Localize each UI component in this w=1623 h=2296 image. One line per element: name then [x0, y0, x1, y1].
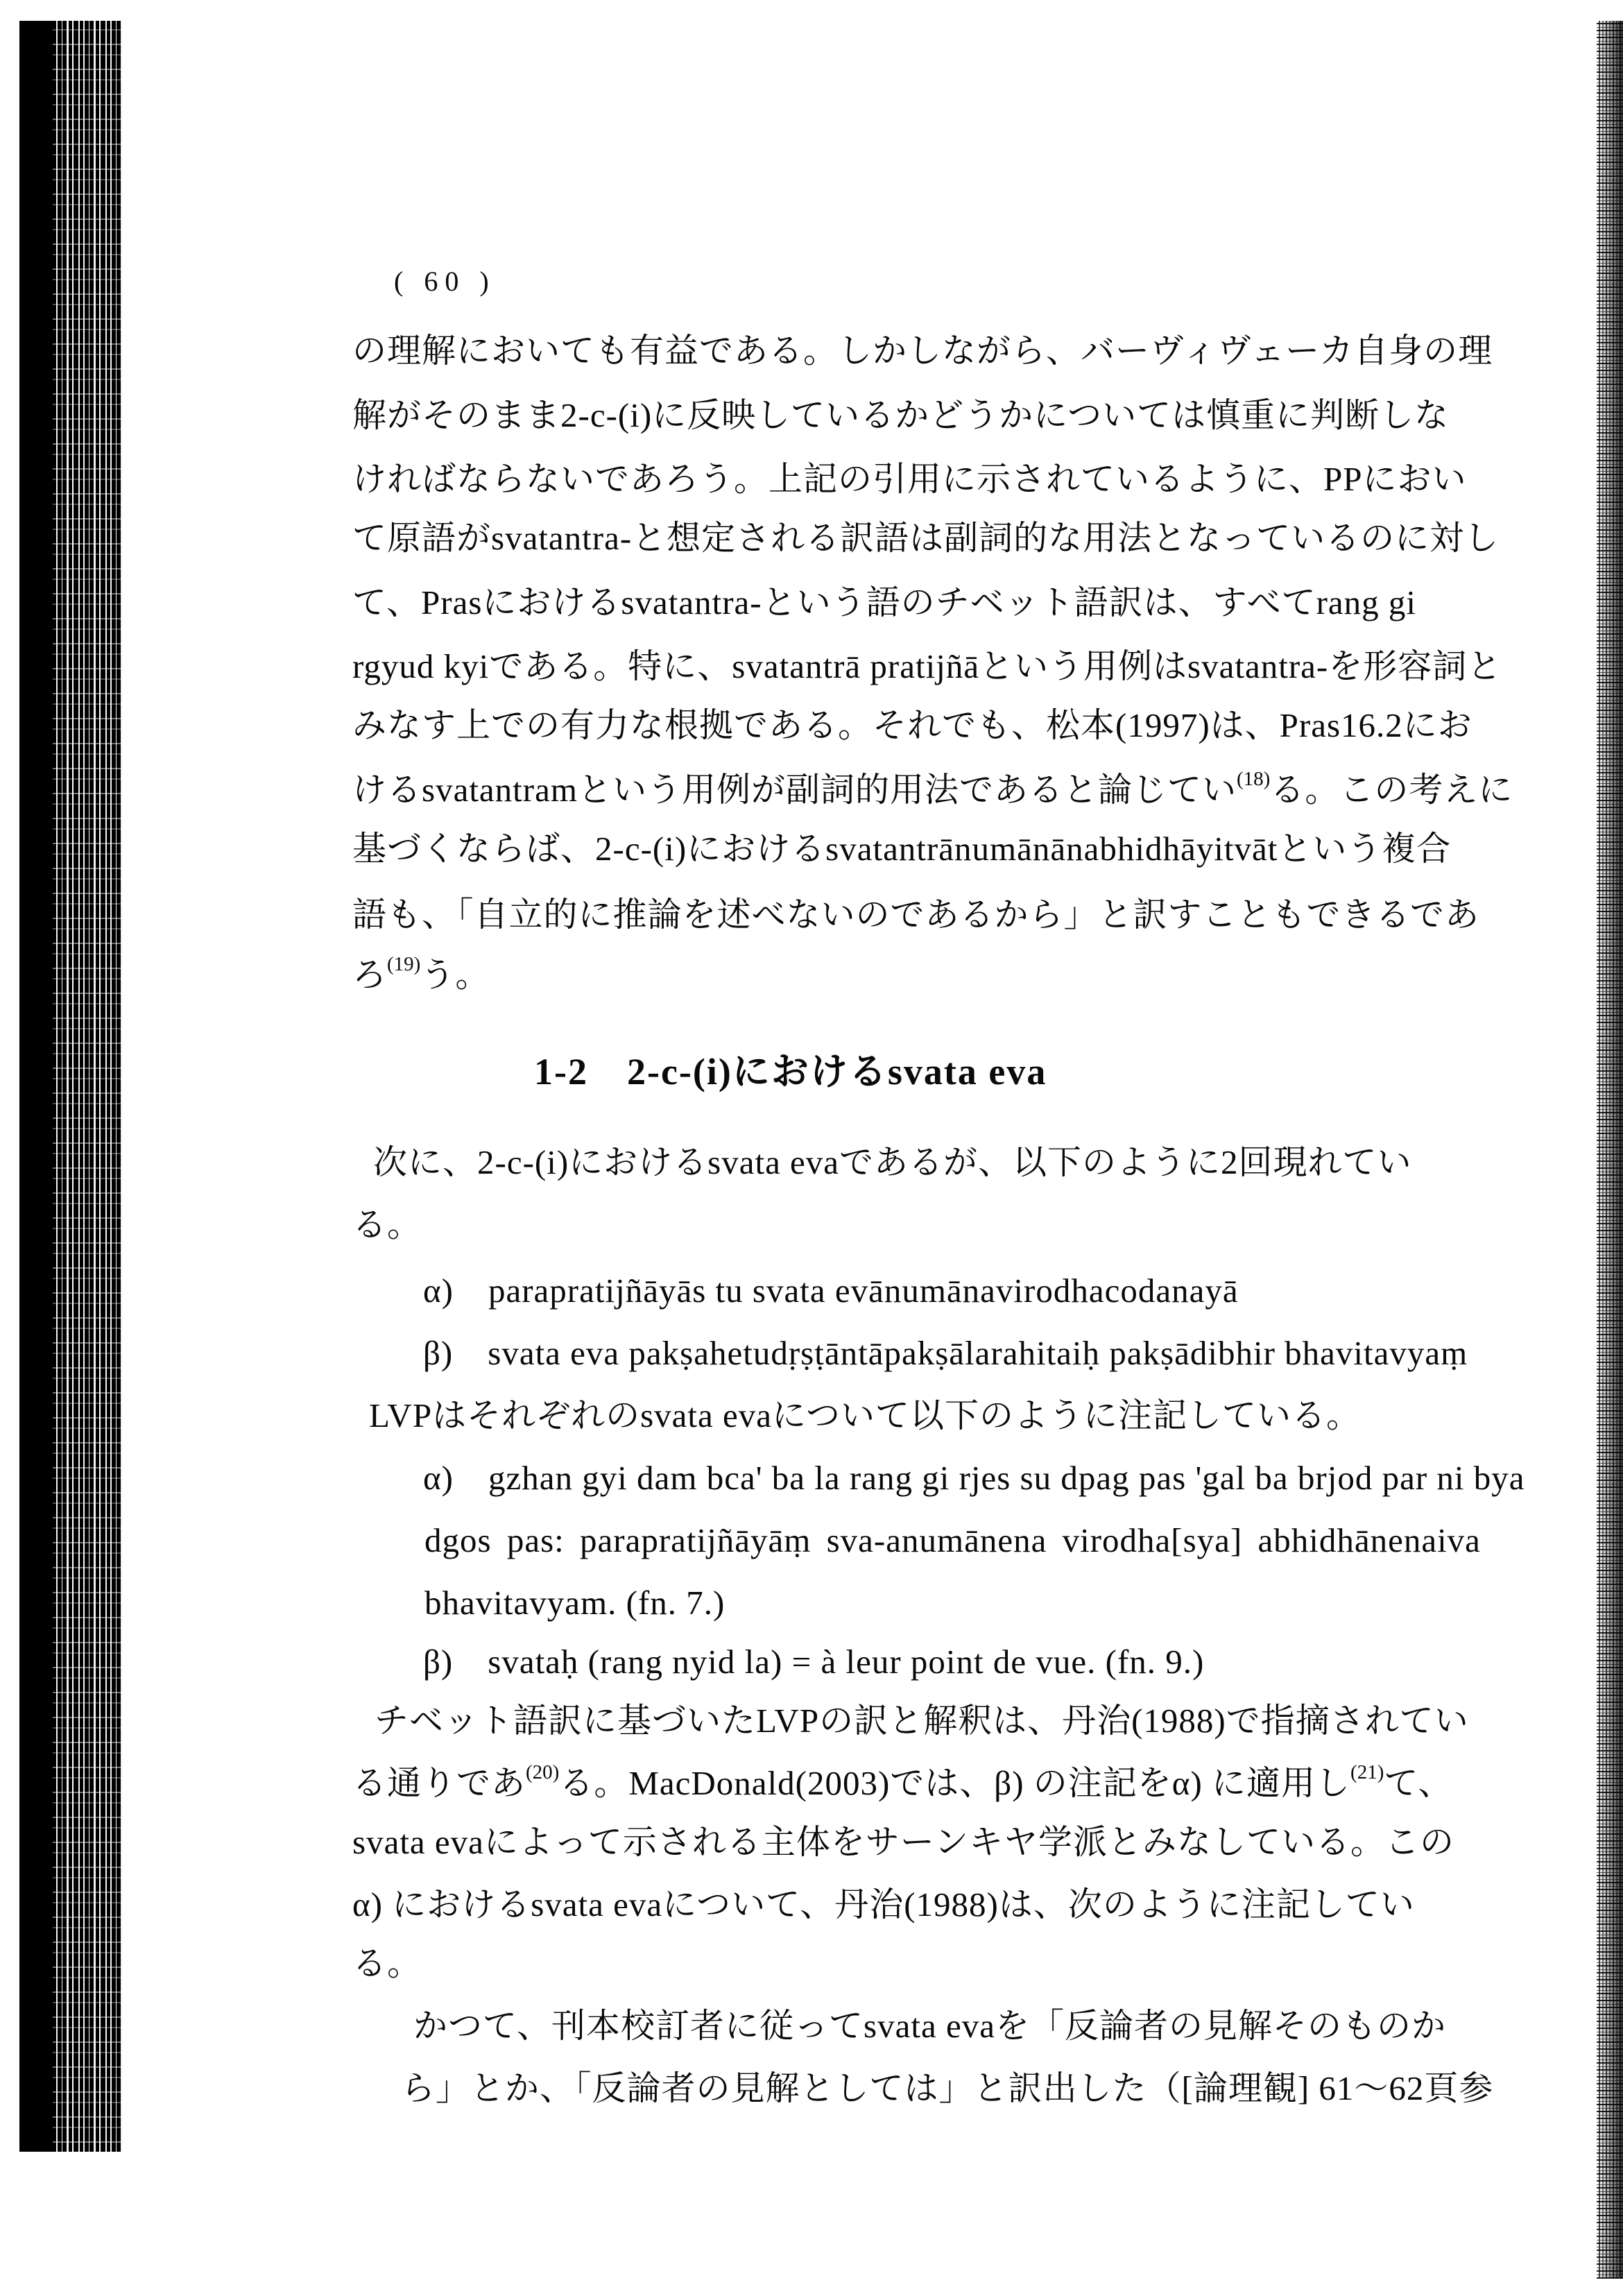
- body-line: る。: [352, 1206, 422, 1244]
- right-scan-band-noise: [1597, 21, 1623, 2279]
- quote-alpha-line: bhavitavyam. (fn. 7.): [424, 1584, 725, 1622]
- body-line: 次に、2-c-(i)におけるsvata evaであるが、以下のように2回現れてい: [373, 1143, 1412, 1181]
- body-text: て、: [1384, 1764, 1453, 1802]
- body-line: [352, 1763, 1452, 1804]
- footnote-callout-21: (21): [1350, 1761, 1384, 1784]
- body-line: [352, 770, 1513, 811]
- left-scan-band-solid: [19, 21, 53, 2152]
- body-text: る。MacDonald(2003)では、β) の注記をα) に適用し: [559, 1764, 1351, 1802]
- item-beta-sanskrit: β) svata eva pakṣahetudṛṣṭāntāpakṣālarahitaiḥ pakṣādibhir bhavitavyaṃ: [423, 1334, 1468, 1372]
- body-line: 語も、「自立的に推論を述べないのであるから」と訳すこともできるであ: [352, 896, 1480, 934]
- item-alpha-sanskrit: α) parapratijñāyās tu svata evānumānavirodhacodanayā: [423, 1271, 1239, 1310]
- page-number: ( 60 ): [394, 266, 496, 297]
- body-line: α) におけるsvata evaについて、丹治(1988)は、次のように注記してい: [352, 1885, 1415, 1924]
- quote-alpha-line: α) gzhan gyi dam bca' ba la rang gi rjes su dpag pas 'gal ba brjod par ni bya: [423, 1459, 1525, 1497]
- quote-beta-line: β) svataḥ (rang nyid la) = à leur point de vue. (fn. 9.): [423, 1643, 1205, 1681]
- body-line: ければならないであろう。上記の引用に示されているように、PPにおい: [352, 460, 1467, 498]
- body-text: る。この考えに: [1270, 771, 1513, 809]
- body-text: る通りであ: [352, 1764, 526, 1802]
- body-line: 基づくならば、2-c-(i)におけるsvatantrānumānānabhidhāyitvātという複合: [352, 830, 1452, 868]
- body-line: て、Prasにおけるsvatantra-という語のチベット語訳は、すべてrang gi: [352, 583, 1417, 622]
- body-line: の理解においても有益である。しかしながら、バーヴィヴェーカ自身の理: [352, 332, 1493, 370]
- body-line: [352, 955, 490, 996]
- body-text: ろ: [352, 956, 388, 994]
- section-heading: 1-2 2-c-(i)におけるsvata eva: [534, 1051, 1047, 1093]
- body-line: 解がそのまま2-c-(i)に反映しているかどうかについては慎重に判断しな: [352, 396, 1450, 434]
- blockquote-line: ら」とか、「反論者の見解としては」と訳出した（[論理観] 61～62頁参: [401, 2069, 1494, 2107]
- body-line: LVPはそれぞれのsvata evaについて以下のように注記している。: [369, 1396, 1362, 1434]
- body-line: みなす上での有力な根拠である。それでも、松本(1997)は、Pras16.2にお: [352, 706, 1472, 744]
- footnote-callout-19: (19): [387, 953, 421, 976]
- body-text: けるsvatantramという用例が副詞的用法であると論じてい: [352, 771, 1237, 809]
- blockquote-line: かつて、刊本校訂者に従ってsvata evaを「反論者の見解そのものか: [413, 2007, 1446, 2045]
- body-line: rgyud kyiである。特に、svatantrā pratijñāという用例はsvatantra-を形容詞と: [352, 647, 1502, 685]
- footnote-callout-18: (18): [1236, 768, 1271, 791]
- left-scan-band-streaks: [53, 21, 122, 2152]
- body-line: チベット語訳に基づいたLVPの訳と解釈は、丹治(1988)で指摘されてい: [375, 1702, 1469, 1740]
- footnote-callout-20: (20): [526, 1761, 560, 1784]
- body-line: る。: [352, 1944, 422, 1982]
- body-line: て原語がsvatantra-と想定される訳語は副詞的な用法となっているのに対し: [352, 519, 1500, 557]
- quote-alpha-line: dgos pas: parapratijñāyāṃ sva-anumānena virodha[sya] abhidhānenaiva: [424, 1521, 1481, 1559]
- body-text: う。: [420, 956, 490, 994]
- body-line: svata evaによって示される主体をサーンキヤ学派とみなしている。この: [352, 1823, 1454, 1861]
